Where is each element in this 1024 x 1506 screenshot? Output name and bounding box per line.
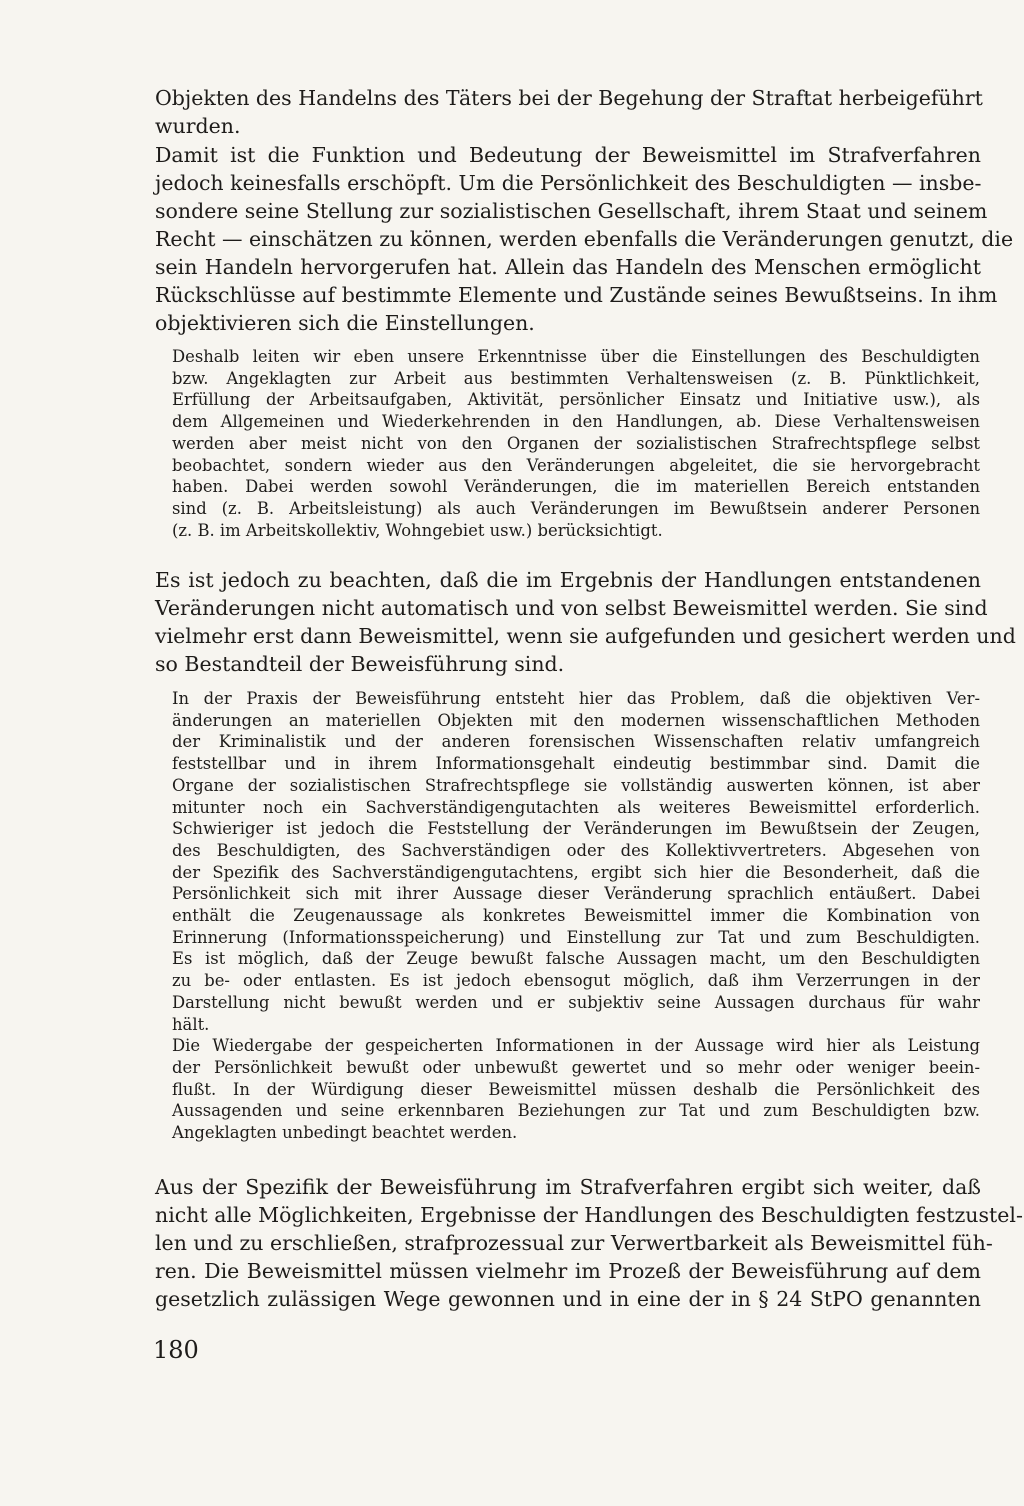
small-paragraph-2-line: Organe der sozialistischen Strafrechtspflege sie vollständig auswerten können, ist aber xyxy=(172,775,980,795)
small-paragraph-2-line: Aussagenden und seine erkennbaren Beziehungen zur Tat und zum Beschuldigten bzw. xyxy=(172,1101,980,1121)
small-paragraph-2-line: der Persönlichkeit bewußt oder unbewußt gewertet und so mehr oder weniger beein- xyxy=(172,1057,980,1077)
paragraph-4-line: Aus der Spezifik der Beweisführung im Strafverfahren ergibt sich weiter, daß xyxy=(155,1175,981,1199)
small-paragraph-2-line: zu be- oder entlasten. Es ist jedoch ebensogut möglich, daß ihm Verzerrungen in der xyxy=(172,971,980,991)
page-number: 180 xyxy=(153,1336,199,1364)
small-paragraph-2-line: enthält die Zeugenaussage als konkretes Beweismittel immer die Kombination von xyxy=(172,906,980,926)
small-paragraph-2-line: Es ist möglich, daß der Zeuge bewußt falsche Aussagen macht, um den Beschuldigten xyxy=(172,949,980,969)
paragraph-2-line: Recht — einschätzen zu können, werden ebenfalls die Veränderungen genutzt, die xyxy=(155,227,1014,251)
paragraph-4-line: ren. Die Beweismittel müssen vielmehr im Prozeß der Beweisführung auf dem xyxy=(155,1259,981,1283)
small-paragraph-1-line: bzw. Angeklagten zur Arbeit aus bestimmten Verhaltensweisen (z. B. Pünktlichkeit, xyxy=(172,368,980,388)
paragraph-3 xyxy=(155,566,1016,678)
small-paragraph-2-line: Angeklagten unbedingt beachtet werden. xyxy=(172,1123,518,1143)
paragraph-3-line: so Bestandteil der Beweisführung sind. xyxy=(155,652,565,676)
small-paragraph-2-line: In der Praxis der Beweisführung entsteht hier das Problem, daß die objektiven Ver- xyxy=(172,689,980,708)
small-paragraph-2-line: feststellbar und in ihrem Informationsgehalt eindeutig bestimmbar sind. Damit die xyxy=(172,754,980,774)
small-paragraph-2 xyxy=(172,688,980,1144)
paragraph-2-line: jedoch keinesfalls erschöpft. Um die Persönlichkeit des Beschuldigten — insbe- xyxy=(155,171,982,195)
small-paragraph-2-line: änderungen an materiellen Objekten mit den modernen wissenschaftlichen Methoden xyxy=(172,710,980,730)
small-paragraph-1-line: Deshalb leiten wir eben unsere Erkenntnisse über die Einstellungen des Beschuldigten xyxy=(172,347,980,366)
small-paragraph-2-line: Persönlichkeit sich mit ihrer Aussage dieser Veränderung sprachlich entäußert. Dabei xyxy=(172,884,980,904)
small-paragraph-2-line: Die Wiedergabe der gespeicherten Informationen in der Aussage wird hier als Leistung xyxy=(172,1036,980,1056)
small-paragraph-1-line: dem Allgemeinen und Wiederkehrenden in den Handlungen, ab. Diese Verhaltensweisen xyxy=(172,412,980,432)
paragraph-2 xyxy=(155,141,1014,337)
small-paragraph-2-line: Darstellung nicht bewußt werden und er subjektiv seine Aussagen durchaus für wahr xyxy=(172,992,980,1012)
small-paragraph-2-line: hält. xyxy=(172,1014,210,1034)
paragraph-3-line: Veränderungen nicht automatisch und von selbst Beweismittel werden. Sie sind xyxy=(155,596,988,620)
small-paragraph-1-line: beobachtet, sondern wieder aus den Veränderungen abgeleitet, die sie hervorgebracht xyxy=(172,455,980,475)
small-paragraph-2-line: Erinnerung (Informationsspeicherung) und Einstellung zur Tat und zum Beschuldigten. xyxy=(172,927,980,947)
paragraph-4 xyxy=(155,1173,1023,1313)
small-paragraph-2-line: mitunter noch ein Sachverständigengutachten als weiteres Beweismittel erforderlich. xyxy=(172,797,980,817)
paragraph-2-line: Damit ist die Funktion und Bedeutung der Beweismittel im Strafverfahren xyxy=(155,143,981,167)
small-paragraph-2-line: Schwieriger ist jedoch die Feststellung der Veränderungen im Bewußtsein der Zeugen, xyxy=(172,819,980,839)
paragraph-1-line: wurden. xyxy=(155,114,241,138)
small-paragraph-2-line: der Spezifik des Sachverständigengutachtens, ergibt sich hier die Besonderheit, daß die xyxy=(172,862,980,882)
small-paragraph-2-line: flußt. In der Würdigung dieser Beweismittel müssen deshalb die Persönlichkeit des xyxy=(172,1079,980,1099)
paragraph-1 xyxy=(155,84,981,140)
paragraph-4-line: nicht alle Möglichkeiten, Ergebnisse der Handlungen des Beschuldigten festzustel- xyxy=(155,1203,1023,1227)
paragraph-4-line: len und zu erschließen, strafprozessual zur Verwertbarkeit als Beweismittel füh- xyxy=(155,1231,993,1255)
small-paragraph-2-line: des Beschuldigten, des Sachverständigen oder des Kollektivvertreters. Abgesehen von xyxy=(172,840,980,860)
paragraph-3-line: vielmehr erst dann Beweismittel, wenn sie aufgefunden und gesichert werden und xyxy=(155,624,1016,648)
paragraph-2-line: sondere seine Stellung zur sozialistischen Gesellschaft, ihrem Staat und seinem xyxy=(155,199,988,223)
small-paragraph-1-line: Erfüllung der Arbeitsaufgaben, Aktivität, persönlicher Einsatz und Initiative usw.), als xyxy=(172,390,980,410)
small-paragraph-2-line: der Kriminalistik und der anderen forensischen Wissenschaften relativ umfangreich xyxy=(172,732,980,752)
small-paragraph-1-line: haben. Dabei werden sowohl Veränderungen, die im materiellen Bereich entstanden xyxy=(172,477,980,497)
paragraph-2-line: sein Handeln hervorgerufen hat. Allein das Handeln des Menschen ermöglicht xyxy=(155,255,981,279)
paragraph-2-line: objektivieren sich die Einstellungen. xyxy=(155,311,535,335)
small-paragraph-1-line: sind (z. B. Arbeitsleistung) als auch Veränderungen im Bewußtsein anderer Personen xyxy=(172,498,980,518)
small-paragraph-1-line: werden aber meist nicht von den Organen der sozialistischen Strafrechtspflege selbst xyxy=(172,433,980,453)
paragraph-1-line: Objekten des Handelns des Täters bei der Begehung der Straftat herbeigeführt xyxy=(155,86,983,110)
paragraph-3-line: Es ist jedoch zu beachten, daß die im Ergebnis der Handlungen entstandenen xyxy=(155,568,981,592)
small-paragraph-1 xyxy=(172,346,980,541)
paragraph-4-line: gesetzlich zulässigen Wege gewonnen und in eine der in § 24 StPO genannten xyxy=(155,1287,981,1311)
paragraph-2-line: Rückschlüsse auf bestimmte Elemente und Zustände seines Bewußtseins. In ihm xyxy=(155,283,998,307)
small-paragraph-1-line: (z. B. im Arbeitskollektiv, Wohngebiet usw.) berücksichtigt. xyxy=(172,520,663,540)
